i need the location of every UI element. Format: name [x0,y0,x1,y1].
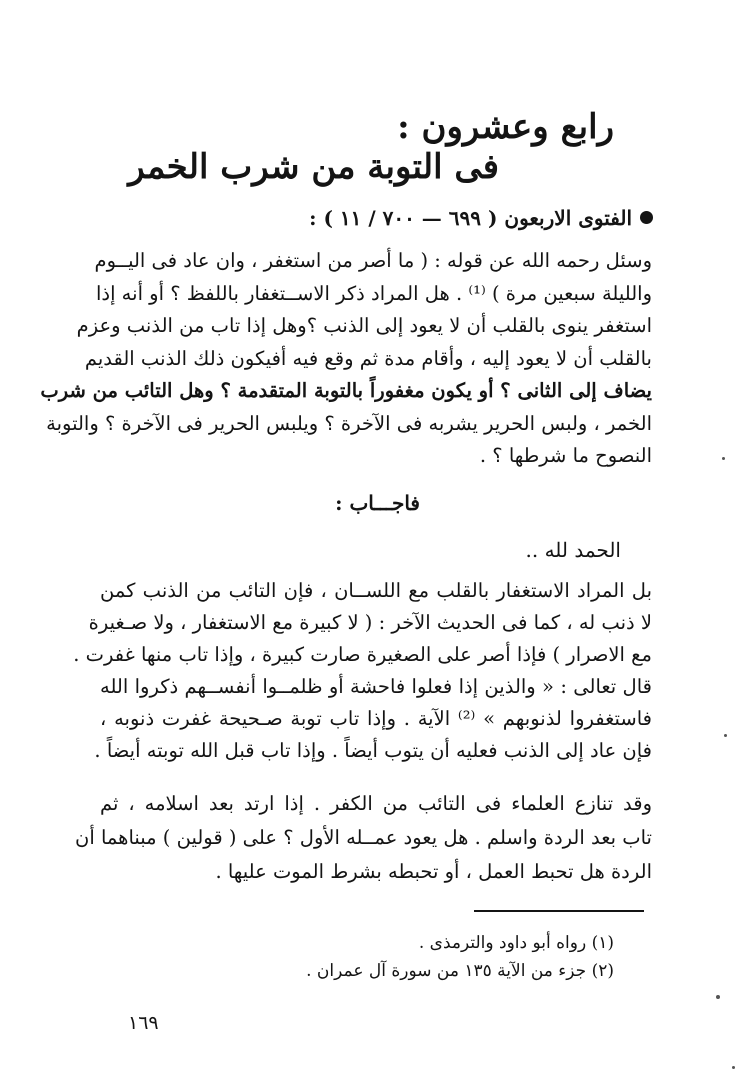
answer-line: الردة هل تحبط العمل ، أو تحبطه بشرط الموت عليها . [215,860,652,883]
question-line: يضاف إلى الثانى ؟ أو يكون مغفوراً بالتوبة المتقدمة ؟ وهل التائب من شرب [40,379,652,402]
answer-line: بل المراد الاستغفار بالقلب مع اللســان ، فإن التائب من الذنب كمن [100,579,652,602]
answer-paragraph-1 [73,575,652,767]
bullet-icon [640,211,653,224]
fatwa-heading [309,203,653,233]
chapter-title-line1: رابع وعشرون : [397,107,614,147]
question-line: وسئل رحمه الله عن قوله : ( ما أصر من استغفر ، وان عاد فى اليــوم [94,249,652,272]
question-line: استغفر ينوى بالقلب أن لا يعود إلى الذنب ؟وهل إذا تاب من الذنب وعزم [76,314,652,337]
answer-line: فاستغفروا لذنوبهم » ⁽²⁾ الآية . وإذا تاب توبة صـحيحة غفرت ذنوبه ، [100,707,652,730]
answer-line: قال تعالى : « والذين إذا فعلوا فاحشة أو ظلمــوا أنفســهم ذكروا الله [100,675,652,698]
answer-line: لا ذنب له ، كما فى الحديث الآخر : ( لا كبيرة مع الاستغفار ، ولا صـغيرة [88,611,652,634]
fatwa-label: الفتوى الاربعون ( ٦٩٩ — ٧٠٠ / ١١ ) : [309,206,632,230]
question-line: والليلة سبعين مرة ) ⁽¹⁾ . هل المراد ذكر الاســتغفار باللفظ ؟ أو أنه إذا [95,281,652,305]
answer-line: مع الاصرار ) فإذا أصر على الصغيرة صارت كبيرة ، وإذا تاب منها غفرت . [73,643,652,666]
page-number: ١٦٩ [128,1012,159,1034]
answer-line: تاب بعد الردة واسلم . هل يعود عمــله الأول ؟ على ( قولين ) مبناهما أن [75,826,652,849]
answer-label: فاجـــاب : [335,491,420,515]
answer-paragraph-2 [75,787,652,889]
hamd-line: الحمد لله .. [525,538,621,562]
answer-line: فإن عاد إلى الذنب فعليه أن يتوب أيضاً . وإذا تاب قبل الله توبته أيضاً . [94,739,652,762]
scan-speck [716,995,720,999]
answer-line: وقد تنازع العلماء فى التائب من الكفر . إذا ارتد بعد اسلامه ، ثم [100,792,652,815]
question-line: الخمر ، ولبس الحرير يشربه فى الآخرة ؟ ويلبس الحرير فى الآخرة ؟ والتوبة [46,411,652,435]
footnote-2: (٢) جزء من الآية ١٣٥ من سورة آل عمران . [306,961,614,981]
scan-speck [722,457,725,460]
question-line: النصوح ما شرطها ؟ . [479,444,652,467]
chapter-title-line2: فى التوبة من شرب الخمر [128,147,499,187]
question-paragraph [40,245,652,473]
footnote-1: (١) رواه أبو داود والترمذى . [418,933,614,953]
scan-speck [724,734,727,737]
question-line: بالقلب أن لا يعود إليه ، وأقام مدة ثم وقع فيه أفيكون ذلك الذنب القديم [84,346,652,370]
scan-speck [732,1066,735,1069]
footnote-divider [474,910,644,912]
